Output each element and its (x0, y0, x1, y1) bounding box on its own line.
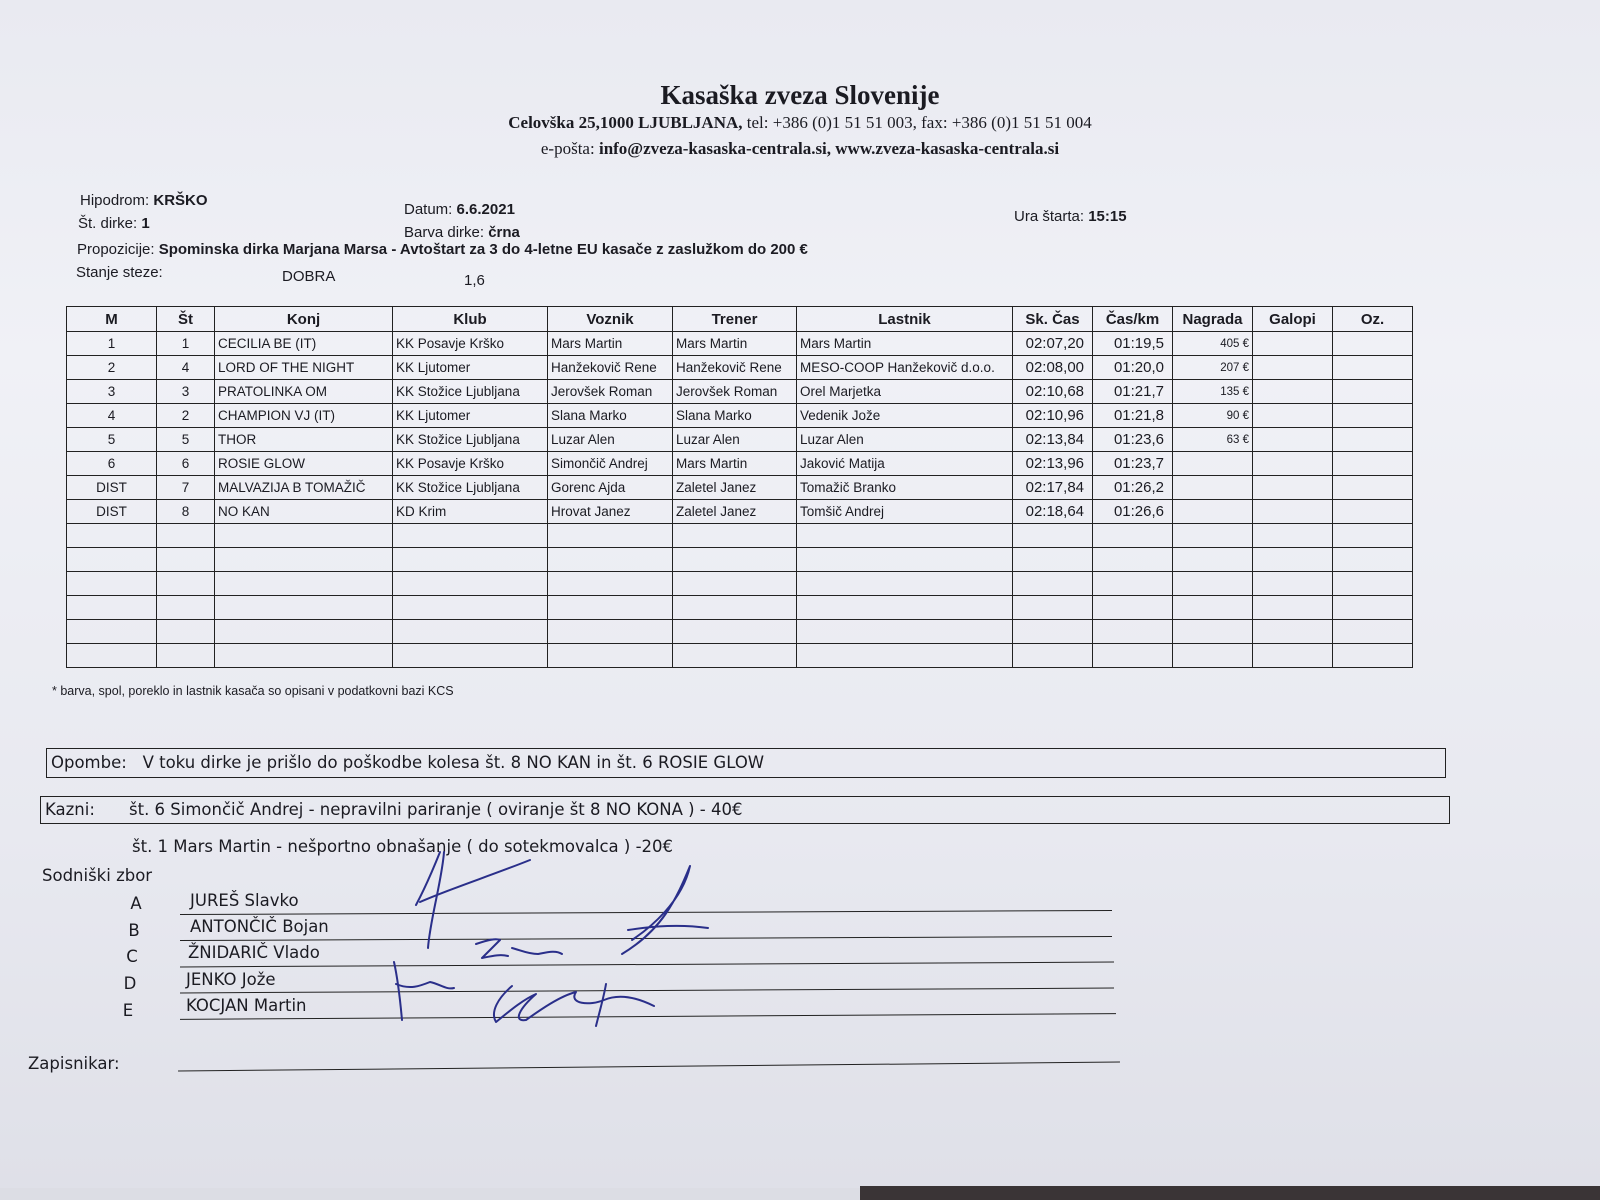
cell-voznik: Slana Marko (548, 404, 673, 428)
jury-name: ANTONČIČ Bojan (190, 917, 329, 936)
remarks-label: Opombe: (51, 753, 127, 772)
cell-m: DIST (67, 500, 157, 524)
cell-st: 4 (157, 356, 215, 380)
header-col-nagrada: Nagrada (1173, 307, 1253, 332)
cell-cas: 02:13,96 (1013, 452, 1093, 476)
cell-lastnik: Orel Marjetka (797, 380, 1013, 404)
cell-st: 3 (157, 380, 215, 404)
jury-name: JUREŠ Slavko (190, 891, 299, 910)
cell-klub: KK Stožice Ljubljana (393, 428, 548, 452)
cell-konj: NO KAN (215, 500, 393, 524)
cell-lastnik: Mars Martin (797, 332, 1013, 356)
cell-caskm: 01:23,7 (1093, 452, 1173, 476)
cell-nagrada: 63 € (1173, 428, 1253, 452)
cell-lastnik: Luzar Alen (797, 428, 1013, 452)
jury-letter: E (122, 1001, 134, 1020)
cell-lastnik: Jaković Matija (797, 452, 1013, 476)
cell-trener: Mars Martin (673, 452, 797, 476)
cell-m: 5 (67, 428, 157, 452)
cell-st: 8 (157, 500, 215, 524)
track-state-number: 1,6 (464, 272, 485, 289)
race-color-label: Barva dirke: (404, 224, 485, 241)
cell-cas: 02:13,84 (1013, 428, 1093, 452)
cell-m: 3 (67, 380, 157, 404)
race-number-value: 1 (141, 215, 150, 232)
cell-konj: CHAMPION VJ (IT) (215, 404, 393, 428)
penalty-line-2: št. 1 Mars Martin - nešportno obnašanje ( do sotekmovalca ) -20€ (132, 837, 674, 856)
cell-caskm: 01:19,5 (1093, 332, 1173, 356)
cell-st: 7 (157, 476, 215, 500)
jury-letter: C (126, 947, 138, 966)
cell-voznik: Hanžekovič Rene (548, 356, 673, 380)
cell-st: 2 (157, 404, 215, 428)
cell-m: 6 (67, 452, 157, 476)
cell-konj: MALVAZIJA B TOMAŽIČ (215, 476, 393, 500)
cell-klub: KD Krim (393, 500, 548, 524)
recorder-label: Zapisnikar: (28, 1054, 120, 1073)
cell-trener: Mars Martin (673, 332, 797, 356)
remarks-text: V toku dirke je prišlo do poškodbe kolesa št. 8 NO KAN in št. 6 ROSIE GLOW (142, 753, 765, 772)
cell-st: 6 (157, 452, 215, 476)
cell-lastnik: MESO-COOP Hanžekovič d.o.o. (797, 356, 1013, 380)
header-col-skcas: Sk. Čas (1013, 307, 1093, 332)
cell-caskm: 01:21,7 (1093, 380, 1173, 404)
header-col-klub: Klub (393, 307, 548, 332)
cell-caskm: 01:26,6 (1093, 500, 1173, 524)
header-col-trener: Trener (673, 307, 797, 332)
signature-a (416, 852, 530, 948)
header-col-voznik: Voznik (548, 307, 673, 332)
cell-nagrada: 135 € (1173, 380, 1253, 404)
signature-d (394, 962, 454, 1020)
cell-voznik: Hrovat Janez (548, 500, 673, 524)
cell-st: 5 (157, 428, 215, 452)
cell-trener: Zaletel Janez (673, 500, 797, 524)
jury-letter: D (123, 974, 137, 993)
cell-lastnik: Tomažič Branko (797, 476, 1013, 500)
jury-letter: A (130, 894, 142, 913)
cell-konj: ROSIE GLOW (215, 452, 393, 476)
start-time-value: 15:15 (1088, 208, 1127, 225)
email-value: info@zveza-kasaska-centrala.si, www.zveza-kasaska-centrala.si (598, 139, 1060, 158)
cell-konj: THOR (215, 428, 393, 452)
cell-cas: 02:10,96 (1013, 404, 1093, 428)
cell-voznik: Luzar Alen (548, 428, 673, 452)
hipodrom-value: KRŠKO (153, 192, 208, 209)
cell-nagrada: 207 € (1173, 356, 1253, 380)
cell-st: 1 (157, 332, 215, 356)
cell-caskm: 01:21,8 (1093, 404, 1173, 428)
signature-e (494, 984, 654, 1026)
jury-name: KOCJAN Martin (186, 996, 307, 1015)
header-col-lastnik: Lastnik (797, 307, 1013, 332)
cell-voznik: Jerovšek Roman (548, 380, 673, 404)
signature-c (476, 939, 562, 958)
cell-konj: LORD OF THE NIGHT (215, 356, 393, 380)
jury-letter: B (128, 921, 140, 940)
cell-konj: PRATOLINKA OM (215, 380, 393, 404)
cell-m: DIST (67, 476, 157, 500)
cell-klub: KK Stožice Ljubljana (393, 380, 548, 404)
track-state-label: Stanje steze: (76, 264, 163, 281)
propositions-value: Spominska dirka Marjana Marsa - Avtoštart za 3 do 4-letne EU kasače z zaslužkom do 200 € (158, 241, 808, 258)
cell-klub: KK Stožice Ljubljana (393, 476, 548, 500)
header-col-konj: Konj (215, 307, 393, 332)
cell-voznik: Gorenc Ajda (548, 476, 673, 500)
organization-title: Kasaška zveza Slovenije (660, 80, 940, 110)
penalty-line-1: št. 6 Simončič Andrej - nepravilni pariranje ( oviranje št 8 NO KONA ) - 40€ (129, 800, 743, 819)
signature-b (622, 866, 708, 954)
track-state-value: DOBRA (282, 268, 336, 285)
cell-trener: Luzar Alen (673, 428, 797, 452)
cell-nagrada: 405 € (1173, 332, 1253, 356)
footnote: * barva, spol, poreklo in lastnik kasača so opisani v podatkovni bazi KCS (52, 684, 454, 698)
cell-lastnik: Vedenik Jože (797, 404, 1013, 428)
cell-konj: CECILIA BE (IT) (215, 332, 393, 356)
email-label: e-pošta: (540, 139, 599, 158)
header-col-caskm: Čas/km (1093, 307, 1173, 332)
hipodrom-label: Hipodrom: (80, 192, 150, 209)
cell-klub: KK Posavje Krško (393, 452, 548, 476)
cell-klub: KK Posavje Krško (393, 332, 548, 356)
propositions-label: Propozicije: (77, 241, 155, 258)
header-col-st: Št (157, 307, 215, 332)
cell-trener: Zaletel Janez (673, 476, 797, 500)
cell-m: 4 (67, 404, 157, 428)
cell-cas: 02:07,20 (1013, 332, 1093, 356)
jury-name: JENKO Jože (186, 970, 276, 989)
cell-trener: Hanžekovič Rene (673, 356, 797, 380)
date-value: 6.6.2021 (456, 201, 515, 218)
header-col-galopi: Galopi (1253, 307, 1333, 332)
cell-nagrada: 90 € (1173, 404, 1253, 428)
cell-m: 2 (67, 356, 157, 380)
cell-klub: KK Ljutomer (393, 404, 548, 428)
address-contacts: tel: +386 (0)1 51 51 003, fax: +386 (0)1 51 51 004 (742, 113, 1092, 132)
penalties-label: Kazni: (45, 800, 95, 819)
cell-cas: 02:17,84 (1013, 476, 1093, 500)
cell-caskm: 01:20,0 (1093, 356, 1173, 380)
cell-cas: 02:08,00 (1013, 356, 1093, 380)
header-col-oz: Oz. (1333, 307, 1413, 332)
cell-trener: Slana Marko (673, 404, 797, 428)
start-time-label: Ura štarta: (1014, 208, 1085, 225)
cell-voznik: Mars Martin (548, 332, 673, 356)
race-number-label: Št. dirke: (78, 215, 138, 232)
race-color-value: črna (488, 224, 520, 241)
cell-m: 1 (67, 332, 157, 356)
cell-cas: 02:10,68 (1013, 380, 1093, 404)
cell-caskm: 01:26,2 (1093, 476, 1173, 500)
jury-label: Sodniški zbor (42, 866, 153, 885)
address-street: Celovška 25,1000 LJUBLJANA, (508, 113, 743, 132)
cell-klub: KK Ljutomer (393, 356, 548, 380)
cell-lastnik: Tomšič Andrej (797, 500, 1013, 524)
date-label: Datum: (404, 201, 453, 218)
cell-caskm: 01:23,6 (1093, 428, 1173, 452)
header-col-m: M (67, 307, 157, 332)
cell-voznik: Simončič Andrej (548, 452, 673, 476)
cell-trener: Jerovšek Roman (673, 380, 797, 404)
jury-name: ŽNIDARIČ Vlado (188, 943, 320, 962)
cell-cas: 02:18,64 (1013, 500, 1093, 524)
